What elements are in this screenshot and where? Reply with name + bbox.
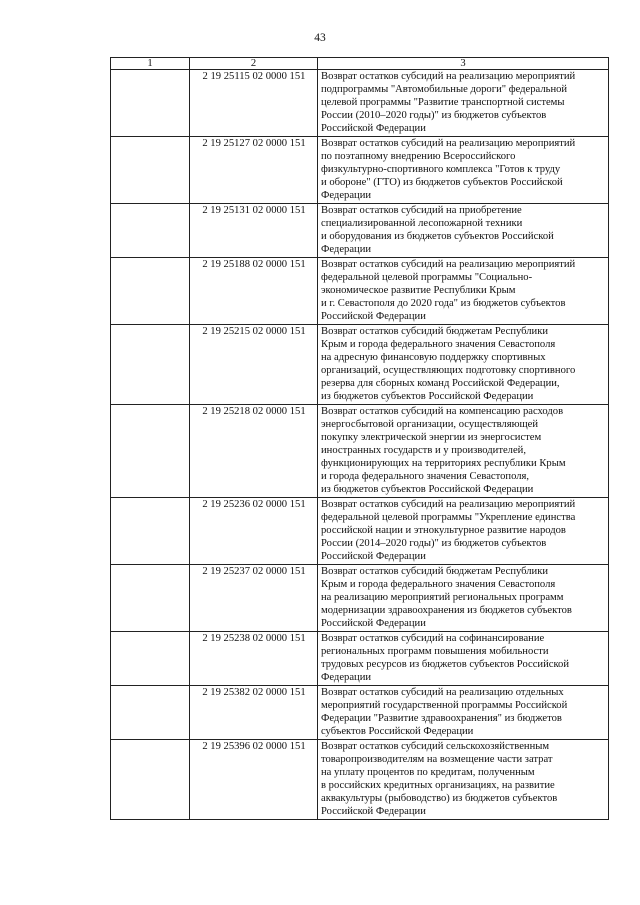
- table-row: [111, 686, 609, 740]
- income-description: [318, 498, 609, 565]
- description-line: и города федерального значения Севастополя,: [321, 471, 530, 482]
- description-line: Федерации "Развитие здравоохранения" из бюджетов: [321, 713, 562, 724]
- description-line: трудовых ресурсов из бюджетов субъектов Российской: [321, 659, 570, 670]
- description-line: региональных программ повышения мобильности: [321, 646, 549, 657]
- description-line: из бюджетов субъектов Российской Федерации: [321, 391, 534, 402]
- budget-code-table: [110, 57, 609, 820]
- description-line: иностранных государств и у производителей,: [321, 445, 526, 456]
- budget-code: 2 19 25237 02 0000 151: [190, 565, 318, 632]
- description-line: Федерации: [321, 672, 372, 683]
- table-row: [111, 565, 609, 632]
- description-line: специализированной лесопожарной техники: [321, 218, 523, 229]
- description-line: на уплату процентов по кредитам, полученным: [321, 767, 535, 778]
- description-line: энергосбытовой организации, осуществляющей: [321, 419, 539, 430]
- description-line: Возврат остатков субсидий на приобретение: [321, 205, 522, 216]
- description-line: в российских кредитных организациях, на развитие: [321, 780, 555, 791]
- income-description: [318, 325, 609, 405]
- income-description: [318, 565, 609, 632]
- table-header-row: [111, 58, 609, 70]
- description-line: мероприятий государственной программы Российской: [321, 700, 568, 711]
- description-line: резерва для сборных команд Российской Федерации,: [321, 378, 560, 389]
- description-line: российской нации и этнокультурное развитие народов: [321, 525, 566, 536]
- description-line: физкультурно-спортивного комплекса "Готов к труду: [321, 164, 561, 175]
- income-description: [318, 70, 609, 137]
- description-line: Возврат остатков субсидий на реализацию мероприятий: [321, 71, 576, 82]
- description-line: Возврат остатков субсидий на реализацию мероприятий: [321, 259, 576, 270]
- column-header-3: 3: [318, 58, 609, 70]
- column-header-1: 1: [111, 58, 190, 70]
- description-line: организаций, осуществляющих подготовку спортивного: [321, 365, 576, 376]
- description-line: из бюджетов субъектов Российской Федерации: [321, 484, 534, 495]
- description-line: Российской Федерации: [321, 618, 426, 629]
- description-line: Возврат остатков субсидий бюджетам Республики: [321, 326, 549, 337]
- description-line: на адресную финансовую поддержку спортивных: [321, 352, 546, 363]
- description-line: Возврат остатков субсидий сельскохозяйственным: [321, 741, 550, 752]
- description-line: товаропроизводителям на возмещение части затрат: [321, 754, 553, 765]
- empty-cell: [111, 405, 190, 498]
- income-description: [318, 258, 609, 325]
- income-description: [318, 740, 609, 820]
- budget-code: 2 19 25236 02 0000 151: [190, 498, 318, 565]
- description-line: Российской Федерации: [321, 123, 426, 134]
- column-header-2: 2: [190, 58, 318, 70]
- budget-code: 2 19 25127 02 0000 151: [190, 137, 318, 204]
- description-line: на реализацию мероприятий региональных программ: [321, 592, 564, 603]
- description-line: Возврат остатков субсидий бюджетам Республики: [321, 566, 549, 577]
- description-line: покупку электрической энергии из энергосистем: [321, 432, 542, 443]
- table-row: [111, 498, 609, 565]
- budget-code: 2 19 25382 02 0000 151: [190, 686, 318, 740]
- table-row: [111, 137, 609, 204]
- table-row: [111, 325, 609, 405]
- description-line: Крым и города федерального значения Севастополя: [321, 339, 556, 350]
- table-row: [111, 258, 609, 325]
- empty-cell: [111, 632, 190, 686]
- description-line: модернизации здравоохранения из бюджетов субъектов: [321, 605, 572, 616]
- empty-cell: [111, 258, 190, 325]
- empty-cell: [111, 498, 190, 565]
- budget-code: 2 19 25131 02 0000 151: [190, 204, 318, 258]
- budget-code: 2 19 25238 02 0000 151: [190, 632, 318, 686]
- description-line: и оборудования из бюджетов субъектов Российской: [321, 231, 554, 242]
- empty-cell: [111, 325, 190, 405]
- empty-cell: [111, 137, 190, 204]
- description-line: России (2010–2020 годы)" из бюджетов субъектов: [321, 110, 547, 121]
- description-line: функционирующих на территориях республики Крым: [321, 458, 566, 469]
- description-line: России (2014–2020 годы)" из бюджетов субъектов: [321, 538, 547, 549]
- income-description: [318, 632, 609, 686]
- description-line: аквакультуры (рыбоводство) из бюджетов субъектов: [321, 793, 558, 804]
- income-description: [318, 137, 609, 204]
- income-description: [318, 204, 609, 258]
- budget-code: 2 19 25115 02 0000 151: [190, 70, 318, 137]
- description-line: Российской Федерации: [321, 806, 426, 817]
- empty-cell: [111, 70, 190, 137]
- empty-cell: [111, 204, 190, 258]
- description-line: подпрограммы "Автомобильные дороги" федеральной: [321, 84, 568, 95]
- table-row: [111, 204, 609, 258]
- description-line: Возврат остатков субсидий на реализацию отдельных: [321, 687, 564, 698]
- description-line: и обороне" (ГТО) из бюджетов субъектов Российской: [321, 177, 563, 188]
- description-line: Федерации: [321, 244, 372, 255]
- income-description: [318, 686, 609, 740]
- description-line: Федерации: [321, 190, 372, 201]
- empty-cell: [111, 686, 190, 740]
- income-description: [318, 405, 609, 498]
- budget-code: 2 19 25188 02 0000 151: [190, 258, 318, 325]
- description-line: федеральной целевой программы "Социально-: [321, 272, 533, 283]
- empty-cell: [111, 740, 190, 820]
- budget-code: 2 19 25396 02 0000 151: [190, 740, 318, 820]
- description-line: по поэтапному внедрению Всероссийского: [321, 151, 516, 162]
- table-row: [111, 70, 609, 137]
- description-line: Крым и города федерального значения Севастополя: [321, 579, 556, 590]
- page-number: 43: [314, 32, 326, 44]
- description-line: и г. Севастополя до 2020 года" из бюджетов субъектов: [321, 298, 566, 309]
- empty-cell: [111, 565, 190, 632]
- description-line: федеральной целевой программы "Укрепление единства: [321, 512, 576, 523]
- description-line: Возврат остатков субсидий на софинансирование: [321, 633, 545, 644]
- description-line: экономическое развитие Республики Крым: [321, 285, 516, 296]
- description-line: Возврат остатков субсидий на реализацию мероприятий: [321, 499, 576, 510]
- budget-code: 2 19 25218 02 0000 151: [190, 405, 318, 498]
- table-row: [111, 632, 609, 686]
- description-line: субъектов Российской Федерации: [321, 726, 474, 737]
- table-row: [111, 405, 609, 498]
- description-line: Российской Федерации: [321, 551, 426, 562]
- description-line: целевой программы "Развитие транспортной системы: [321, 97, 565, 108]
- budget-code: 2 19 25215 02 0000 151: [190, 325, 318, 405]
- description-line: Возврат остатков субсидий на компенсацию расходов: [321, 406, 564, 417]
- table-row: [111, 740, 609, 820]
- description-line: Возврат остатков субсидий на реализацию мероприятий: [321, 138, 576, 149]
- description-line: Российской Федерации: [321, 311, 426, 322]
